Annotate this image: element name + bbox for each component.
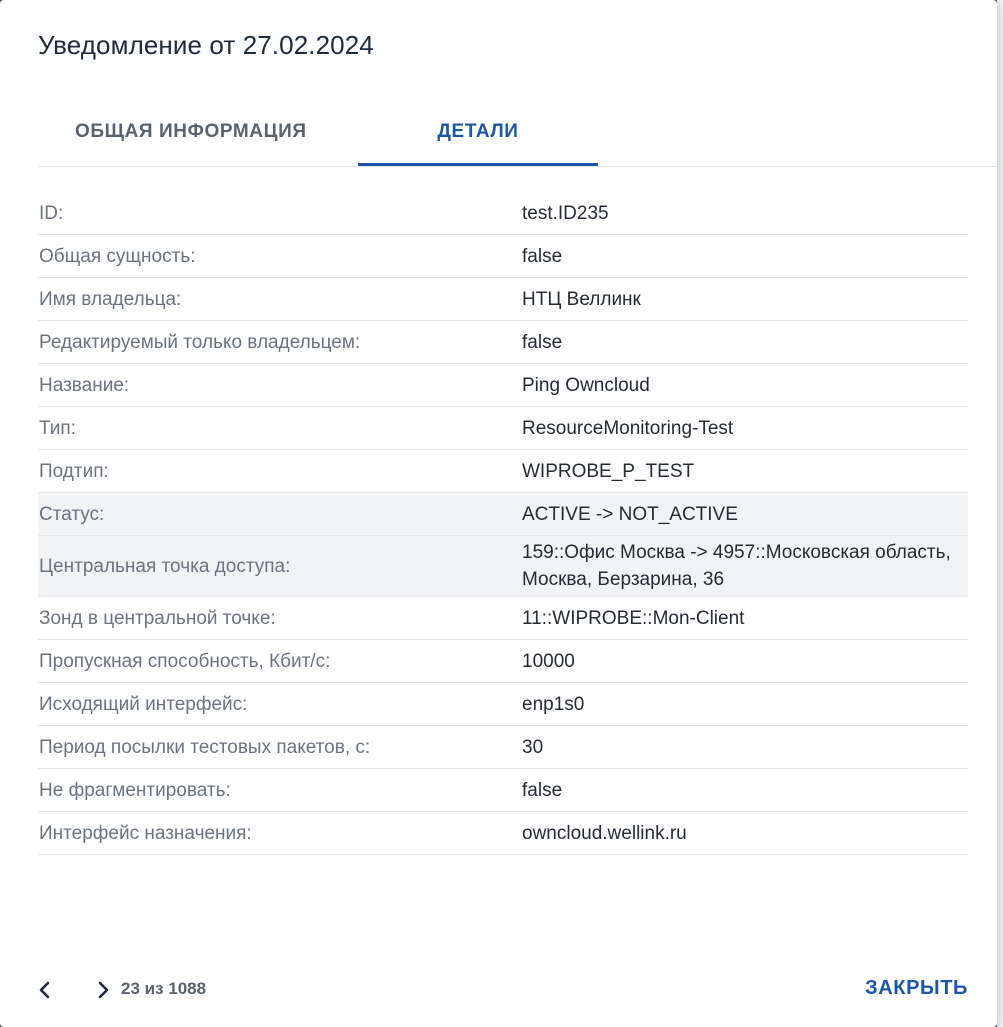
detail-row-id bbox=[38, 192, 968, 235]
detail-label: ID: bbox=[39, 202, 64, 224]
detail-label: Статус: bbox=[38, 493, 522, 536]
detail-label: Редактируемый только владельцем: bbox=[39, 331, 361, 353]
detail-row-name bbox=[38, 364, 968, 407]
detail-label: Пропускная способность, Кбит/с: bbox=[39, 650, 331, 672]
detail-label: Интерфейс назначения: bbox=[39, 822, 252, 844]
detail-row-dont-fragment bbox=[38, 769, 968, 812]
detail-row-dest-interface bbox=[38, 812, 968, 855]
dialog-footer bbox=[0, 965, 997, 1015]
detail-row-shared bbox=[38, 235, 968, 278]
detail-value: WIPROBE_P_TEST bbox=[522, 460, 695, 482]
detail-label: Центральная точка доступа: bbox=[38, 536, 522, 597]
detail-value: 11::WIPROBE::Mon-Client bbox=[522, 607, 745, 629]
detail-label: Общая сущность: bbox=[39, 245, 196, 267]
tab-general-info[interactable]: ОБЩАЯ ИНФОРМАЦИЯ bbox=[75, 120, 307, 142]
detail-label: Не фрагментировать: bbox=[39, 779, 231, 801]
detail-row-bandwidth bbox=[38, 640, 968, 683]
close-button[interactable]: ЗАКРЫТЬ bbox=[865, 977, 968, 999]
prev-button[interactable] bbox=[32, 977, 58, 1003]
chevron-right-icon bbox=[96, 980, 110, 1000]
tab-details[interactable]: ДЕТАЛИ bbox=[358, 98, 598, 165]
detail-value: Ping Owncloud bbox=[522, 374, 650, 396]
detail-value: ACTIVE -> NOT_ACTIVE bbox=[522, 493, 968, 536]
detail-label: Подтип: bbox=[39, 460, 109, 482]
detail-value: ResourceMonitoring-Test bbox=[522, 417, 734, 439]
detail-row-owner bbox=[38, 278, 968, 321]
detail-label: Исходящий интерфейс: bbox=[39, 693, 248, 715]
detail-label: Период посылки тестовых пакетов, с: bbox=[39, 736, 371, 758]
detail-label: Имя владельца: bbox=[39, 288, 182, 310]
detail-row-out-interface bbox=[38, 683, 968, 726]
detail-value: owncloud.wellink.ru bbox=[522, 822, 687, 844]
details-table bbox=[38, 192, 968, 855]
chevron-left-icon bbox=[38, 980, 52, 1000]
detail-value: НТЦ Веллинк bbox=[522, 288, 641, 310]
detail-value: false bbox=[522, 331, 563, 353]
dialog-title: Уведомление от 27.02.2024 bbox=[38, 30, 374, 60]
detail-label: Тип: bbox=[39, 417, 76, 439]
detail-value: false bbox=[522, 245, 563, 267]
detail-value: false bbox=[522, 779, 563, 801]
detail-label: Название: bbox=[39, 374, 130, 396]
detail-value: 159::Офис Москва -> 4957::Московская область, Москва, Берзарина, 36 bbox=[522, 536, 968, 597]
detail-row-central-ap bbox=[38, 536, 968, 597]
detail-row-owner-only bbox=[38, 321, 968, 364]
detail-row-subtype bbox=[38, 450, 968, 493]
pager-counter: 23 из 1088 bbox=[121, 979, 207, 998]
detail-label: Зонд в центральной точке: bbox=[39, 607, 276, 629]
detail-value: enp1s0 bbox=[522, 693, 585, 715]
detail-value: 10000 bbox=[522, 650, 575, 672]
detail-row-type bbox=[38, 407, 968, 450]
detail-value: 30 bbox=[522, 736, 544, 758]
next-button[interactable] bbox=[90, 977, 116, 1003]
tab-bar bbox=[38, 98, 997, 167]
detail-value: test.ID235 bbox=[522, 202, 609, 224]
detail-row-period bbox=[38, 726, 968, 769]
background-page-edge bbox=[997, 0, 1003, 1027]
detail-row-status bbox=[38, 493, 968, 536]
detail-row-probe bbox=[38, 597, 968, 640]
